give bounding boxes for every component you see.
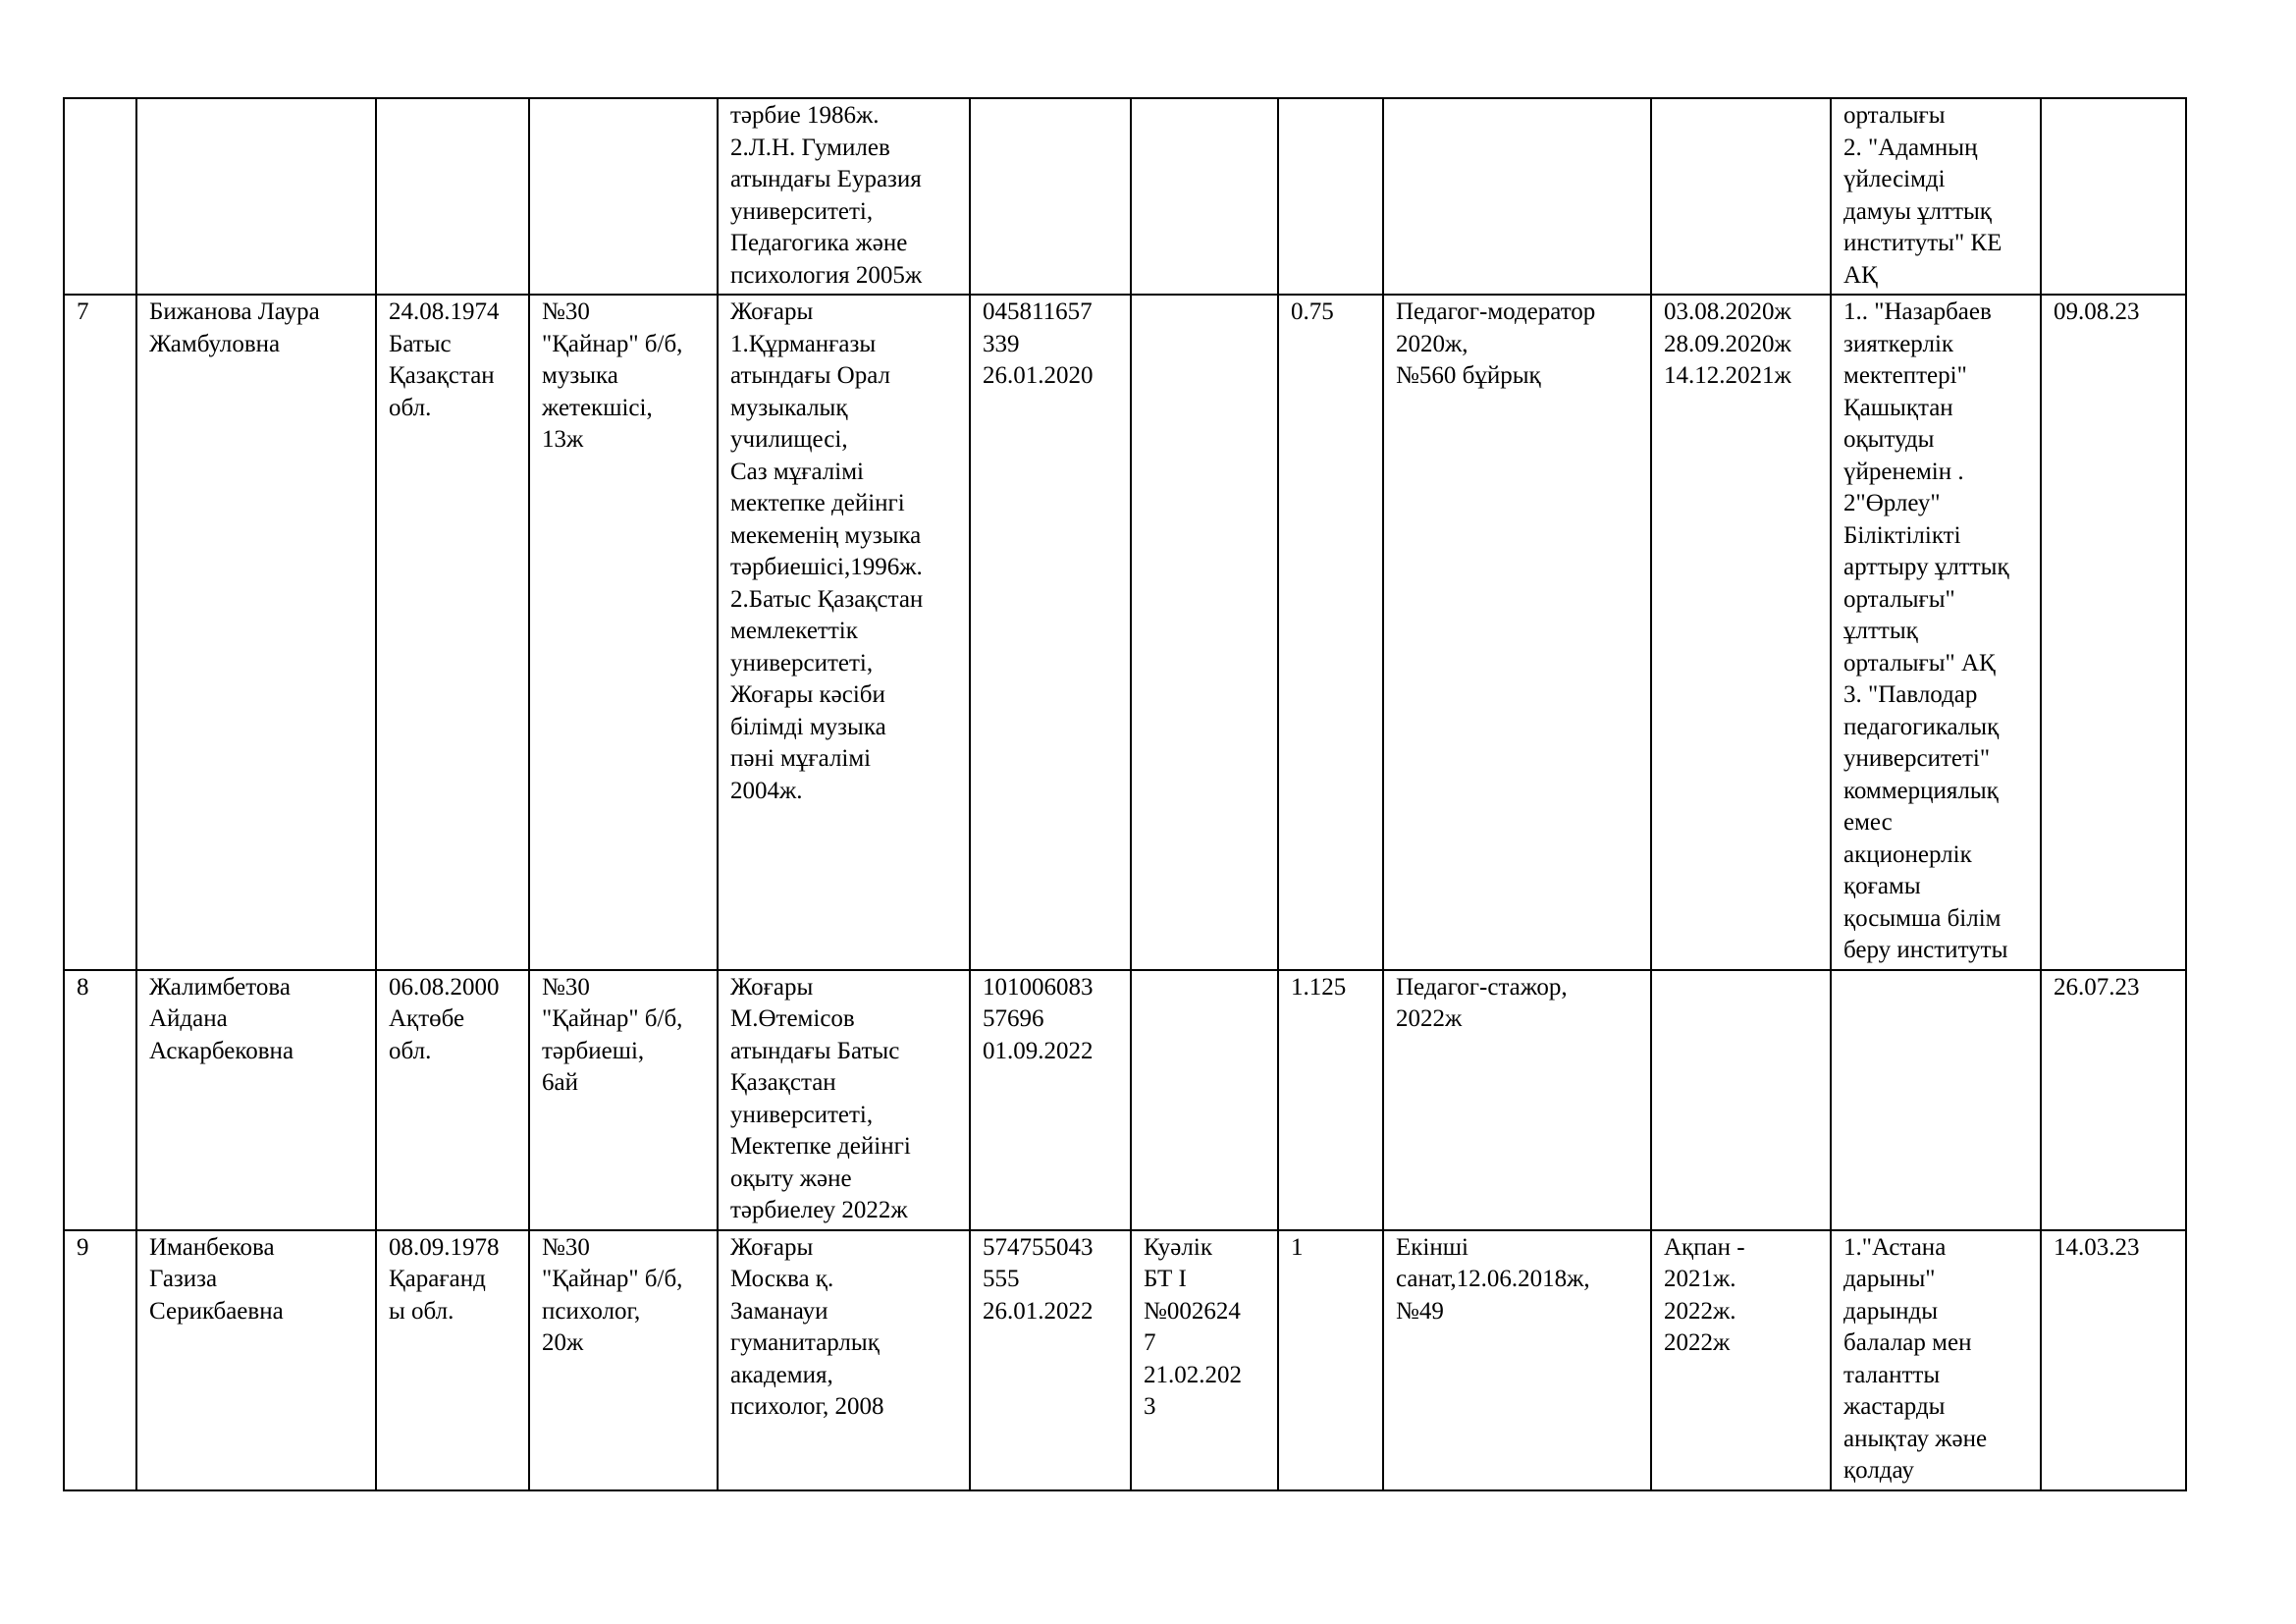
cell-text: 8 bbox=[77, 973, 89, 1001]
full-name-cell bbox=[136, 98, 376, 295]
education-cell bbox=[718, 1230, 970, 1490]
category-cell bbox=[1383, 1230, 1651, 1490]
diploma-cell bbox=[970, 98, 1131, 295]
check-date-cell bbox=[2041, 1230, 2186, 1490]
check-date-cell bbox=[2041, 295, 2186, 970]
certificate-cell bbox=[1131, 98, 1278, 295]
cell-text: 26.07.23 bbox=[2054, 973, 2140, 1001]
cell-text: 1.125 bbox=[1291, 973, 1347, 1001]
cell-text: Жалимбетова Айдана Аскарбековна bbox=[149, 973, 294, 1064]
cell-text: 06.08.2000 Ақтөбе обл. bbox=[389, 973, 500, 1064]
cell-text: орталығы 2. "Адамның үйлесімді дамуы ұлттық институты" КЕ АҚ bbox=[1843, 102, 2002, 289]
education-cell bbox=[718, 970, 970, 1230]
certificate-cell bbox=[1131, 970, 1278, 1230]
cell-text: 1.. "Назарбаев зияткерлік мектептері" Қашықтан оқытуды үйренемін . 2"Өрлеу" Біліктілікті арттыру ұлттық орталығы" ұлттық орталығы" АҚ 3. "Павлодар педагогикалық университеті" коммерциялық емес акционерлік қоғамы қосымша білім беру институты bbox=[1843, 298, 2009, 963]
workplace-position-cell bbox=[529, 1230, 718, 1490]
course-provider-cell bbox=[1831, 970, 2041, 1230]
course-provider-cell bbox=[1831, 295, 2041, 970]
row-number-cell bbox=[64, 1230, 136, 1490]
workload-cell bbox=[1278, 295, 1383, 970]
certificate-cell bbox=[1131, 295, 1278, 970]
cell-text: №30 "Қайнар" б/б, тәрбиеші, 6ай bbox=[542, 973, 683, 1096]
course-provider-cell bbox=[1831, 1230, 2041, 1490]
document-page bbox=[63, 97, 2187, 1491]
cell-text: Жоғары Москва қ. Заманауи гуманитарлық академия, психолог, 2008 bbox=[730, 1233, 884, 1420]
diploma-cell bbox=[970, 295, 1131, 970]
course-dates-cell bbox=[1651, 970, 1831, 1230]
cell-text: Жоғары 1.Құрманғазы атындағы Орал музыкалық училищесі, Саз мұғалімі мектепке дейінгі мекеменің музыка тәрбиешісі,1996ж. 2.Батыс Қазақстан мемлекеттік университеті, Жоғары кәсіби білімді музыка пәні мұғалімі 2004ж. bbox=[730, 298, 924, 804]
full-name-cell bbox=[136, 295, 376, 970]
cell-text: Бижанова Лаура Жамбуловна bbox=[149, 298, 320, 357]
full-name-cell bbox=[136, 1230, 376, 1490]
cell-text: 101006083 57696 01.09.2022 bbox=[983, 973, 1094, 1064]
cell-text: Ақпан - 2021ж. 2022ж. 2022ж bbox=[1664, 1233, 1745, 1356]
cell-text: 24.08.1974 Батыс Қазақстан обл. bbox=[389, 298, 500, 421]
course-dates-cell bbox=[1651, 98, 1831, 295]
birth-date-place-cell bbox=[376, 970, 529, 1230]
course-dates-cell bbox=[1651, 1230, 1831, 1490]
birth-date-place-cell bbox=[376, 295, 529, 970]
cell-text: Екінші санат,12.06.2018ж, №49 bbox=[1396, 1233, 1590, 1325]
workplace-position-cell bbox=[529, 98, 718, 295]
cell-text: 03.08.2020ж 28.09.2020ж 14.12.2021ж bbox=[1664, 298, 1791, 389]
staff-table bbox=[63, 97, 2187, 1491]
cell-text: 574755043 555 26.01.2022 bbox=[983, 1233, 1094, 1325]
workload-cell bbox=[1278, 970, 1383, 1230]
category-cell bbox=[1383, 98, 1651, 295]
row-number-cell bbox=[64, 970, 136, 1230]
birth-date-place-cell bbox=[376, 1230, 529, 1490]
cell-text: 045811657 339 26.01.2020 bbox=[983, 298, 1094, 389]
birth-date-place-cell bbox=[376, 98, 529, 295]
row-number-cell bbox=[64, 295, 136, 970]
cell-text: 7 bbox=[77, 298, 89, 325]
certificate-cell bbox=[1131, 1230, 1278, 1490]
table-body bbox=[64, 98, 2186, 1490]
workplace-position-cell bbox=[529, 970, 718, 1230]
cell-text: Иманбекова Газиза Серикбаевна bbox=[149, 1233, 284, 1325]
category-cell bbox=[1383, 295, 1651, 970]
table-row bbox=[64, 1230, 2186, 1490]
cell-text: 14.03.23 bbox=[2054, 1233, 2140, 1261]
cell-text: 1."Астана дарыны" дарынды балалар мен талантты жастарды анықтау және қолдау bbox=[1843, 1233, 1988, 1484]
diploma-cell bbox=[970, 1230, 1131, 1490]
cell-text: Педагог-стажор, 2022ж bbox=[1396, 973, 1568, 1032]
full-name-cell bbox=[136, 970, 376, 1230]
category-cell bbox=[1383, 970, 1651, 1230]
cell-text: Педагог-модератор 2020ж, №560 бұйрық bbox=[1396, 298, 1596, 389]
workload-cell bbox=[1278, 98, 1383, 295]
cell-text: 08.09.1978 Қарағанд ы обл. bbox=[389, 1233, 500, 1325]
education-cell bbox=[718, 98, 970, 295]
education-cell bbox=[718, 295, 970, 970]
course-dates-cell bbox=[1651, 295, 1831, 970]
course-provider-cell bbox=[1831, 98, 2041, 295]
table-row bbox=[64, 295, 2186, 970]
cell-text: 9 bbox=[77, 1233, 89, 1261]
diploma-cell bbox=[970, 970, 1131, 1230]
cell-text: №30 "Қайнар" б/б, психолог, 20ж bbox=[542, 1233, 683, 1356]
table-row bbox=[64, 98, 2186, 295]
cell-text: 1 bbox=[1291, 1233, 1304, 1261]
cell-text: 0.75 bbox=[1291, 298, 1334, 325]
row-number-cell bbox=[64, 98, 136, 295]
cell-text: 09.08.23 bbox=[2054, 298, 2140, 325]
check-date-cell bbox=[2041, 970, 2186, 1230]
workplace-position-cell bbox=[529, 295, 718, 970]
cell-text: тәрбие 1986ж. 2.Л.Н. Гумилев атындағы Еуразия университеті, Педагогика және психология 2005ж bbox=[730, 102, 923, 289]
cell-text: Куәлік БТ I №002624 7 21.02.202 3 bbox=[1144, 1233, 1242, 1420]
cell-text: №30 "Қайнар" б/б, музыка жетекшісі, 13ж bbox=[542, 298, 683, 453]
workload-cell bbox=[1278, 1230, 1383, 1490]
cell-text: Жоғары М.Өтемісов атындағы Батыс Қазақстан университеті, Мектепке дейінгі оқыту және тәрбиелеу 2022ж bbox=[730, 973, 911, 1223]
table-row bbox=[64, 970, 2186, 1230]
check-date-cell bbox=[2041, 98, 2186, 295]
